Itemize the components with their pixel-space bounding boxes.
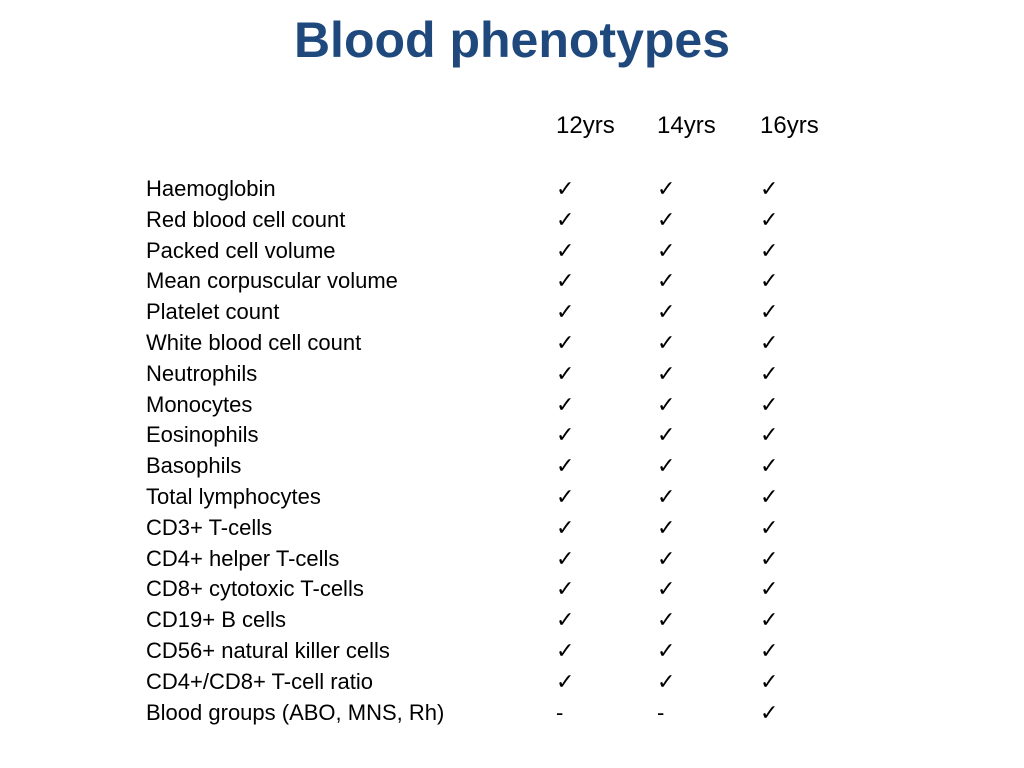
row-label: Red blood cell count <box>146 206 346 232</box>
checkmark-icon: ✓ <box>556 176 575 201</box>
checkmark-icon: ✓ <box>556 268 575 294</box>
column-header-16yrs: 16yrs <box>760 112 819 139</box>
checkmark-icon: ✓ <box>556 206 575 232</box>
checkmark-icon: ✓ <box>760 237 779 263</box>
row-label: Monocytes <box>146 391 253 417</box>
checkmark-icon: ✓ <box>556 514 575 540</box>
row-label: Total lymphocytes <box>146 484 321 509</box>
checkmark-icon: ✓ <box>556 484 575 509</box>
checkmark-icon: ✓ <box>760 576 779 602</box>
checkmark-icon: ✓ <box>556 576 575 602</box>
checkmark-icon: ✓ <box>760 422 779 448</box>
table-row <box>0 328 1024 358</box>
table-row <box>0 636 1024 666</box>
row-label: Platelet count <box>146 299 280 325</box>
table-row <box>0 451 1024 481</box>
checkmark-icon: ✓ <box>657 607 676 633</box>
checkmark-icon: ✓ <box>657 176 676 201</box>
checkmark-icon: ✓ <box>760 360 779 386</box>
checkmark-icon: ✓ <box>657 391 676 417</box>
checkmark-icon: ✓ <box>556 299 575 325</box>
checkmark-icon: ✓ <box>657 545 676 571</box>
row-label: CD4+ helper T-cells <box>146 545 340 571</box>
checkmark-icon: ✓ <box>760 668 779 694</box>
row-label: CD19+ B cells <box>146 607 287 633</box>
checkmark-icon: ✓ <box>760 268 779 294</box>
checkmark-icon: ✓ <box>760 299 779 325</box>
row-label: Blood groups (ABO, MNS, Rh) <box>146 699 445 725</box>
table-row <box>0 390 1024 420</box>
checkmark-icon: ✓ <box>657 268 676 294</box>
row-label: CD56+ natural killer cells <box>146 638 390 663</box>
table-row <box>0 297 1024 327</box>
table-row <box>0 544 1024 574</box>
checkmark-icon: ✓ <box>760 391 779 417</box>
checkmark-icon: ✓ <box>556 453 575 479</box>
row-label: Packed cell volume <box>146 237 336 263</box>
row-label: Mean corpuscular volume <box>146 268 398 294</box>
checkmark-icon: ✓ <box>657 237 676 263</box>
row-label: Basophils <box>146 453 242 479</box>
checkmark-icon: ✓ <box>657 299 676 325</box>
checkmark-icon: ✓ <box>760 330 779 355</box>
checkmark-icon: ✓ <box>760 453 779 479</box>
checkmark-icon: ✓ <box>556 545 575 571</box>
checkmark-icon: ✓ <box>760 514 779 540</box>
checkmark-icon: ✓ <box>760 607 779 633</box>
checkmark-icon: ✓ <box>657 360 676 386</box>
slide-title: Blood phenotypes <box>293 12 731 68</box>
checkmark-icon: ✓ <box>657 484 676 509</box>
table-row <box>0 266 1024 296</box>
checkmark-icon: ✓ <box>556 668 575 694</box>
table-row <box>0 698 1024 728</box>
row-label: Eosinophils <box>146 422 259 448</box>
column-header-14yrs: 14yrs <box>657 112 716 139</box>
checkmark-icon: ✓ <box>556 422 575 448</box>
checkmark-icon: ✓ <box>760 638 779 663</box>
row-label: CD4+/CD8+ T-cell ratio <box>146 668 374 694</box>
table-row <box>0 482 1024 512</box>
checkmark-icon: ✓ <box>760 484 779 509</box>
row-label: Haemoglobin <box>146 176 276 201</box>
row-label: Neutrophils <box>146 360 258 386</box>
checkmark-icon: ✓ <box>657 422 676 448</box>
checkmark-icon: ✓ <box>657 514 676 540</box>
checkmark-icon: ✓ <box>556 607 575 633</box>
checkmark-icon: ✓ <box>556 330 575 355</box>
table-row <box>0 236 1024 266</box>
checkmark-icon: ✓ <box>657 668 676 694</box>
row-label: White blood cell count <box>146 330 362 355</box>
checkmark-icon: ✓ <box>760 176 779 201</box>
row-label: CD3+ T-cells <box>146 514 273 540</box>
not-measured-dash: - <box>657 699 665 725</box>
table-row <box>0 574 1024 604</box>
checkmark-icon: ✓ <box>657 206 676 232</box>
checkmark-icon: ✓ <box>556 360 575 386</box>
checkmark-icon: ✓ <box>657 576 676 602</box>
checkmark-icon: ✓ <box>556 391 575 417</box>
checkmark-icon: ✓ <box>657 453 676 479</box>
checkmark-icon: ✓ <box>760 545 779 571</box>
not-measured-dash: - <box>556 699 564 725</box>
checkmark-icon: ✓ <box>760 206 779 232</box>
checkmark-icon: ✓ <box>556 237 575 263</box>
table-row <box>0 420 1024 450</box>
table-row <box>0 667 1024 697</box>
table-row <box>0 513 1024 543</box>
table-row <box>0 359 1024 389</box>
checkmark-icon: ✓ <box>657 330 676 355</box>
checkmark-icon: ✓ <box>657 638 676 663</box>
column-header-12yrs: 12yrs <box>556 112 615 139</box>
table-row <box>0 205 1024 235</box>
table-row <box>0 174 1024 204</box>
row-label: CD8+ cytotoxic T-cells <box>146 576 364 602</box>
table-row <box>0 605 1024 635</box>
checkmark-icon: ✓ <box>760 699 779 725</box>
checkmark-icon: ✓ <box>556 638 575 663</box>
